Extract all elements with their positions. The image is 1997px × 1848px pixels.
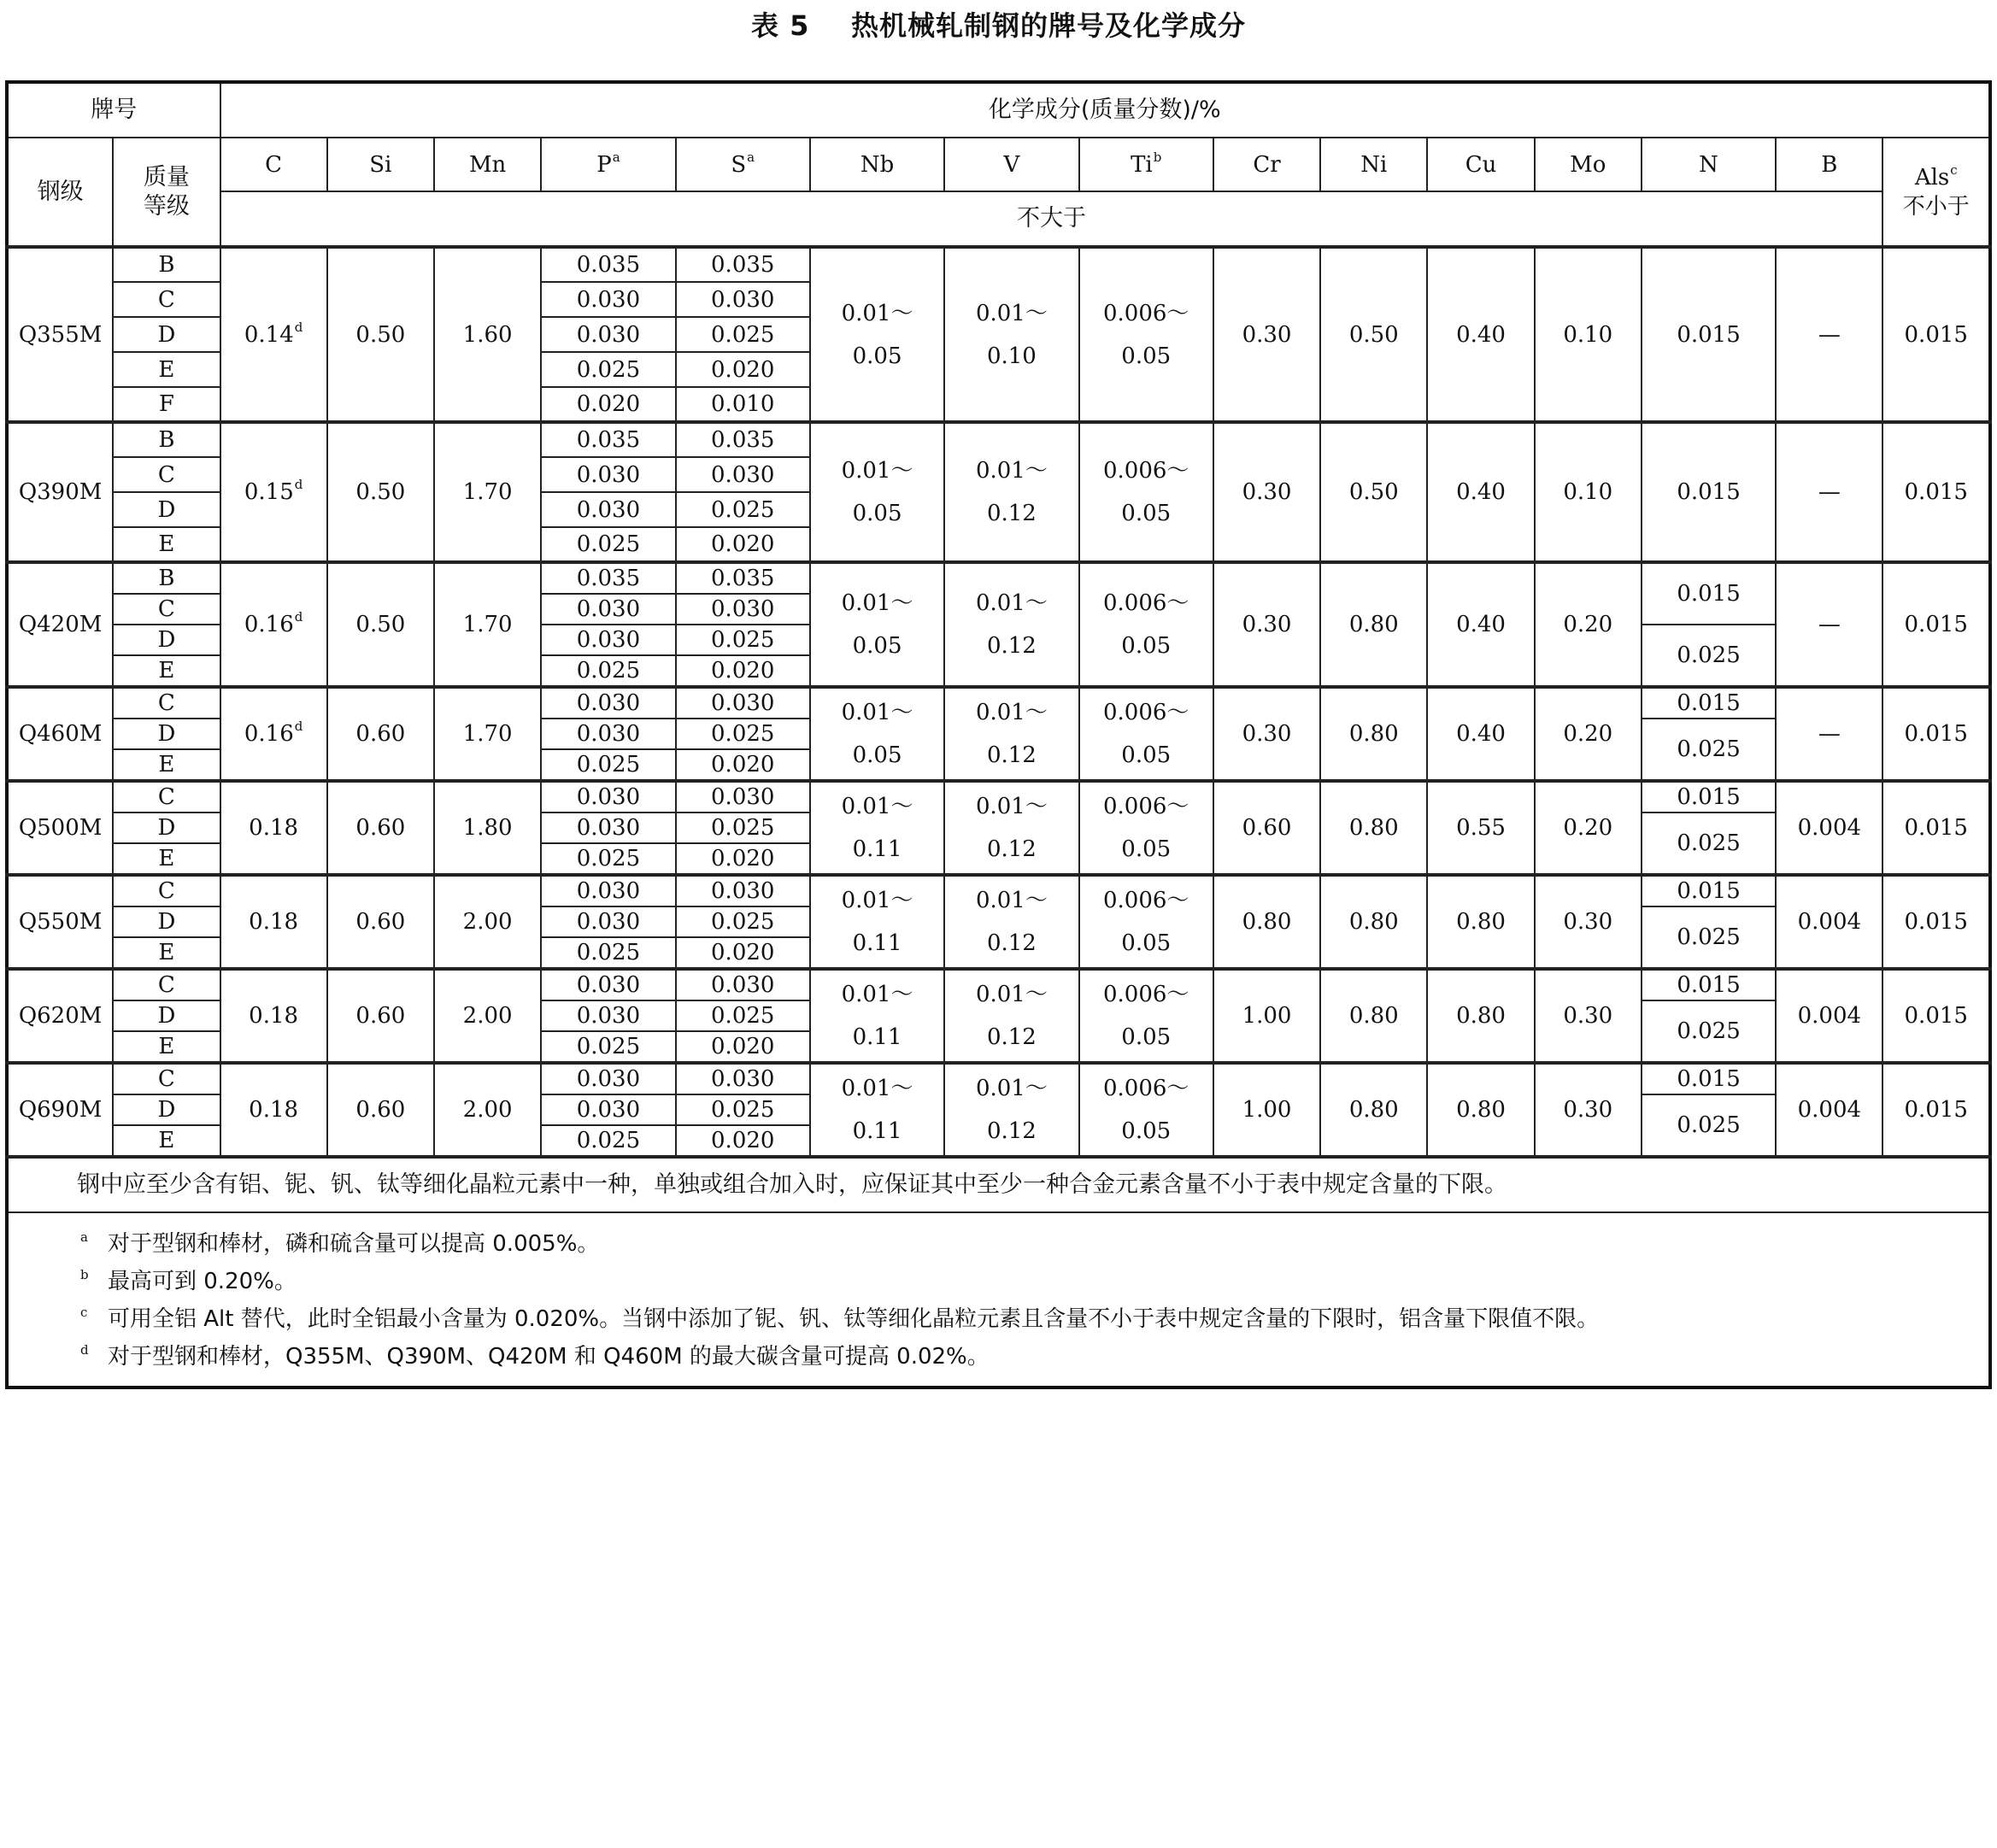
nb-cell: 0.01～ 0.05 [810, 562, 944, 687]
si-cell: 0.50 [327, 562, 434, 687]
quality-grade-cell: F [113, 387, 220, 422]
nb-cell: 0.01～ 0.11 [810, 875, 944, 969]
quality-grade-cell: C [113, 781, 220, 813]
ti-cell: 0.006～ 0.05 [1079, 687, 1213, 781]
p-cell: 0.035 [541, 422, 675, 457]
quality-grade-cell: D [113, 1094, 220, 1125]
ni-cell: 0.80 [1320, 1063, 1427, 1157]
p-cell: 0.030 [541, 719, 675, 749]
s-cell: 0.020 [676, 937, 810, 969]
element-header-cu: Cu [1427, 138, 1534, 191]
quality-grade-cell: C [113, 875, 220, 906]
p-cell: 0.025 [541, 655, 675, 687]
c-cell: 0.18 [220, 969, 327, 1063]
s-cell: 0.030 [676, 781, 810, 813]
ni-cell: 0.80 [1320, 969, 1427, 1063]
cu-cell: 0.55 [1427, 781, 1534, 875]
s-cell: 0.020 [676, 352, 810, 387]
mn-cell: 2.00 [434, 969, 541, 1063]
steel-grade-cell: Q460M [7, 687, 113, 781]
n-cell: 0.015 [1642, 781, 1776, 813]
header-row-elements [7, 138, 1990, 191]
quality-grade-cell: C [113, 282, 220, 317]
c-cell: 0.18 [220, 1063, 327, 1157]
mo-cell: 0.10 [1535, 422, 1642, 562]
table-row [7, 969, 1990, 1000]
footnote [68, 1300, 1988, 1338]
n-cell: 0.015 [1642, 562, 1776, 625]
mo-cell: 0.20 [1535, 687, 1642, 781]
ti-cell: 0.006～ 0.05 [1079, 969, 1213, 1063]
ni-cell: 0.50 [1320, 247, 1427, 422]
c-cell: 0.14$^d$ [220, 247, 327, 422]
footnote-ref: a [747, 149, 755, 165]
element-header-v: V [944, 138, 1078, 191]
cu-cell: 0.80 [1427, 969, 1534, 1063]
b-cell: — [1776, 247, 1882, 422]
table-row [7, 875, 1990, 906]
ti-cell: 0.006～ 0.05 [1079, 562, 1213, 687]
si-cell: 0.60 [327, 875, 434, 969]
element-header-b: B [1776, 138, 1882, 191]
quality-grade-cell: C [113, 687, 220, 719]
footnote-text: 可用全铝 Alt 替代，此时全铝最小含量为 0.020%。当钢中添加了铌、钒、钛等细化晶粒元素且含量不小于表中规定含量的下限时，铝含量下限值不限。 [108, 1306, 1600, 1332]
steel-grade-cell: Q420M [7, 562, 113, 687]
mn-cell: 1.70 [434, 562, 541, 687]
si-cell: 0.50 [327, 247, 434, 422]
footnotes [7, 1212, 1990, 1387]
p-cell: 0.030 [541, 594, 675, 625]
ti-cell: 0.006～ 0.05 [1079, 781, 1213, 875]
ti-cell: 0.006～ 0.05 [1079, 875, 1213, 969]
si-cell: 0.60 [327, 687, 434, 781]
nb-cell: 0.01～ 0.11 [810, 781, 944, 875]
p-cell: 0.025 [541, 1031, 675, 1063]
als-cell: 0.015 [1882, 969, 1990, 1063]
composition-header: 化学成分(质量分数)/% [220, 82, 1991, 138]
footnote-text: 对于型钢和棒材，磷和硫含量可以提高 0.005%。 [108, 1231, 600, 1257]
p-cell: 0.030 [541, 969, 675, 1000]
p-cell: 0.030 [541, 317, 675, 352]
v-cell: 0.01～ 0.12 [944, 562, 1078, 687]
quality-grade-cell: D [113, 317, 220, 352]
p-cell: 0.025 [541, 1125, 675, 1157]
quality-grade-cell: B [113, 562, 220, 594]
n-cell: 0.015 [1642, 422, 1776, 562]
b-cell: 0.004 [1776, 969, 1882, 1063]
p-cell: 0.025 [541, 527, 675, 562]
footnote-ref: c [1950, 161, 1958, 178]
cr-cell: 0.30 [1213, 562, 1320, 687]
nb-cell: 0.01～ 0.05 [810, 247, 944, 422]
b-cell: — [1776, 422, 1882, 562]
steel-grade-cell: Q355M [7, 247, 113, 422]
quality-grade-cell: D [113, 1000, 220, 1031]
s-cell: 0.035 [676, 562, 810, 594]
quality-grade-cell: C [113, 969, 220, 1000]
als-cell: 0.015 [1882, 781, 1990, 875]
s-cell: 0.020 [676, 527, 810, 562]
s-cell: 0.025 [676, 1000, 810, 1031]
cr-cell: 0.30 [1213, 422, 1320, 562]
nb-cell: 0.01～ 0.05 [810, 687, 944, 781]
p-cell: 0.025 [541, 843, 675, 875]
p-cell: 0.030 [541, 1063, 675, 1094]
s-cell: 0.020 [676, 843, 810, 875]
s-cell: 0.035 [676, 247, 810, 282]
footnote-text: 最高可到 0.20%。 [108, 1269, 297, 1294]
v-cell: 0.01～ 0.12 [944, 969, 1078, 1063]
table-row [7, 781, 1990, 813]
cu-cell: 0.80 [1427, 875, 1534, 969]
p-cell: 0.035 [541, 247, 675, 282]
element-header-mn: Mn [434, 138, 541, 191]
steel-grade-cell: Q550M [7, 875, 113, 969]
quality-grade-cell: D [113, 719, 220, 749]
b-cell: — [1776, 687, 1882, 781]
quality-grade-cell: E [113, 527, 220, 562]
n-cell: 0.025 [1642, 625, 1776, 687]
s-cell: 0.035 [676, 422, 810, 457]
not-less-than-label: 不小于 [1902, 193, 1970, 220]
v-cell: 0.01～ 0.12 [944, 687, 1078, 781]
als-cell: 0.015 [1882, 687, 1990, 781]
footnote-ref: a [612, 149, 620, 165]
cu-cell: 0.40 [1427, 247, 1534, 422]
ni-cell: 0.80 [1320, 687, 1427, 781]
ti-cell: 0.006～ 0.05 [1079, 1063, 1213, 1157]
ti-cell: 0.006～ 0.05 [1079, 247, 1213, 422]
footnotes-row [7, 1212, 1990, 1387]
footnote-mark: d [80, 1342, 89, 1358]
nb-cell: 0.01～ 0.11 [810, 1063, 944, 1157]
element-header-si: Si [327, 138, 434, 191]
c-cell: 0.18 [220, 875, 327, 969]
cr-cell: 1.00 [1213, 969, 1320, 1063]
p-cell: 0.030 [541, 492, 675, 527]
cr-cell: 0.60 [1213, 781, 1320, 875]
ni-cell: 0.50 [1320, 422, 1427, 562]
si-cell: 0.50 [327, 422, 434, 562]
steel-grade-header: 钢级 [7, 138, 113, 247]
p-cell: 0.030 [541, 282, 675, 317]
n-cell: 0.025 [1642, 719, 1776, 781]
v-cell: 0.01～ 0.12 [944, 781, 1078, 875]
element-header-c: C [220, 138, 327, 191]
table-row [7, 687, 1990, 719]
cu-cell: 0.40 [1427, 562, 1534, 687]
b-cell: 0.004 [1776, 781, 1882, 875]
ni-cell: 0.80 [1320, 875, 1427, 969]
p-cell: 0.030 [541, 625, 675, 655]
quality-grade-cell: D [113, 625, 220, 655]
footnote [68, 1225, 1988, 1263]
p-cell: 0.025 [541, 937, 675, 969]
mo-cell: 0.20 [1535, 562, 1642, 687]
quality-grade-cell: D [113, 492, 220, 527]
s-cell: 0.025 [676, 813, 810, 843]
cu-cell: 0.40 [1427, 422, 1534, 562]
element-header-cr: Cr [1213, 138, 1320, 191]
c-cell: 0.16$^d$ [220, 687, 327, 781]
composition-table [5, 80, 1992, 1389]
mo-cell: 0.30 [1535, 969, 1642, 1063]
s-cell: 0.025 [676, 492, 810, 527]
s-cell: 0.020 [676, 1125, 810, 1157]
c-cell: 0.16$^d$ [220, 562, 327, 687]
n-cell: 0.025 [1642, 906, 1776, 969]
quality-grade-cell: E [113, 937, 220, 969]
element-header-s: $S^a$ [676, 138, 810, 191]
n-cell: 0.025 [1642, 813, 1776, 875]
s-cell: 0.030 [676, 594, 810, 625]
element-header-p: $P^a$ [541, 138, 675, 191]
footnote-ref: d [294, 609, 303, 625]
not-more-than-label: 不大于 [220, 191, 1883, 247]
element-header-ni: Ni [1320, 138, 1427, 191]
table-body [7, 82, 1990, 1387]
quality-grade-cell: E [113, 655, 220, 687]
cr-cell: 1.00 [1213, 1063, 1320, 1157]
s-cell: 0.025 [676, 317, 810, 352]
v-cell: 0.01～ 0.10 [944, 247, 1078, 422]
ni-cell: 0.80 [1320, 781, 1427, 875]
v-cell: 0.01～ 0.12 [944, 422, 1078, 562]
n-cell: 0.015 [1642, 247, 1776, 422]
s-cell: 0.025 [676, 625, 810, 655]
n-cell: 0.015 [1642, 969, 1776, 1000]
footnote-mark: b [80, 1267, 89, 1282]
quality-grade-cell: E [113, 1125, 220, 1157]
steel-grade-cell: Q690M [7, 1063, 113, 1157]
ni-cell: 0.80 [1320, 562, 1427, 687]
quality-grade-cell: B [113, 247, 220, 282]
steel-grade-cell: Q500M [7, 781, 113, 875]
s-cell: 0.020 [676, 655, 810, 687]
p-cell: 0.030 [541, 687, 675, 719]
header-row-brand [7, 82, 1990, 138]
quality-grade-cell: E [113, 1031, 220, 1063]
footnote-mark: c [80, 1305, 88, 1320]
als-cell: 0.015 [1882, 562, 1990, 687]
si-cell: 0.60 [327, 781, 434, 875]
note-row [7, 1157, 1990, 1212]
p-cell: 0.030 [541, 875, 675, 906]
n-cell: 0.025 [1642, 1000, 1776, 1063]
footnote-ref: d [294, 319, 303, 335]
footnote-ref: d [294, 719, 303, 734]
composition-table-wrapper [5, 80, 1992, 1389]
steel-grade-cell: Q390M [7, 422, 113, 562]
s-cell: 0.030 [676, 687, 810, 719]
quality-grade-cell: D [113, 813, 220, 843]
footnote [68, 1338, 1988, 1376]
c-cell: 0.15$^d$ [220, 422, 327, 562]
footnote-ref: d [294, 477, 303, 492]
n-cell: 0.015 [1642, 1063, 1776, 1094]
mn-cell: 2.00 [434, 1063, 541, 1157]
footnote-mark: a [80, 1229, 88, 1245]
si-cell: 0.60 [327, 969, 434, 1063]
b-cell: 0.004 [1776, 1063, 1882, 1157]
als-cell: 0.015 [1882, 247, 1990, 422]
als-cell: 0.015 [1882, 422, 1990, 562]
mo-cell: 0.30 [1535, 875, 1642, 969]
quality-grade-cell: C [113, 457, 220, 492]
general-note: 钢中应至少含有铝、铌、钒、钛等细化晶粒元素中一种，单独或组合加入时，应保证其中至少一种合金元素含量不小于表中规定含量的下限。 [7, 1157, 1990, 1212]
quality-grade-header: 质量 等级 [113, 138, 220, 247]
mo-cell: 0.20 [1535, 781, 1642, 875]
table-row [7, 562, 1990, 594]
b-cell: 0.004 [1776, 875, 1882, 969]
header-row-limit [7, 191, 1990, 247]
cr-cell: 0.80 [1213, 875, 1320, 969]
element-header-n: N [1642, 138, 1776, 191]
mn-cell: 1.60 [434, 247, 541, 422]
mn-cell: 1.80 [434, 781, 541, 875]
n-cell: 0.025 [1642, 1094, 1776, 1157]
s-cell: 0.025 [676, 719, 810, 749]
element-header-ti: Ti$^b$ [1079, 138, 1213, 191]
p-cell: 0.030 [541, 457, 675, 492]
v-cell: 0.01～ 0.12 [944, 875, 1078, 969]
p-cell: 0.030 [541, 813, 675, 843]
p-cell: 0.030 [541, 906, 675, 937]
p-cell: 0.025 [541, 749, 675, 781]
table-row [7, 422, 1990, 457]
p-cell: 0.025 [541, 352, 675, 387]
s-cell: 0.030 [676, 1063, 810, 1094]
footnote-text: 对于型钢和棒材，Q355M、Q390M、Q420M 和 Q460M 的最大碳含量可提高 0.02%。 [108, 1344, 990, 1370]
n-cell: 0.015 [1642, 687, 1776, 719]
ti-cell: 0.006～ 0.05 [1079, 422, 1213, 562]
nb-cell: 0.01～ 0.05 [810, 422, 944, 562]
mn-cell: 1.70 [434, 422, 541, 562]
s-cell: 0.030 [676, 875, 810, 906]
p-cell: 0.030 [541, 1094, 675, 1125]
mo-cell: 0.10 [1535, 247, 1642, 422]
als-cell: 0.015 [1882, 875, 1990, 969]
als-cell: 0.015 [1882, 1063, 1990, 1157]
b-cell: — [1776, 562, 1882, 687]
s-cell: 0.030 [676, 282, 810, 317]
s-cell: 0.030 [676, 457, 810, 492]
s-cell: 0.010 [676, 387, 810, 422]
cr-cell: 0.30 [1213, 687, 1320, 781]
p-cell: 0.030 [541, 1000, 675, 1031]
cu-cell: 0.40 [1427, 687, 1534, 781]
table-title: 表 5 热机械轧制钢的牌号及化学成分 [751, 9, 1246, 42]
cr-cell: 0.30 [1213, 247, 1320, 422]
mn-cell: 1.70 [434, 687, 541, 781]
s-cell: 0.020 [676, 749, 810, 781]
si-cell: 0.60 [327, 1063, 434, 1157]
quality-grade-cell: D [113, 906, 220, 937]
table-row [7, 1063, 1990, 1094]
quality-grade-cell: C [113, 1063, 220, 1094]
quality-grade-cell: C [113, 594, 220, 625]
footnote [68, 1263, 1988, 1300]
p-cell: 0.030 [541, 781, 675, 813]
footnote-ref: b [1153, 149, 1162, 165]
c-cell: 0.18 [220, 781, 327, 875]
element-header-nb: Nb [810, 138, 944, 191]
quality-grade-cell: E [113, 749, 220, 781]
s-cell: 0.025 [676, 906, 810, 937]
s-cell: 0.020 [676, 1031, 810, 1063]
cu-cell: 0.80 [1427, 1063, 1534, 1157]
v-cell: 0.01～ 0.12 [944, 1063, 1078, 1157]
brand-header: 牌号 [7, 82, 220, 138]
quality-grade-cell: E [113, 352, 220, 387]
nb-cell: 0.01～ 0.11 [810, 969, 944, 1063]
element-header-mo: Mo [1535, 138, 1642, 191]
s-cell: 0.025 [676, 1094, 810, 1125]
element-header-als: Als$^c$ 不小于 [1882, 138, 1990, 247]
mn-cell: 2.00 [434, 875, 541, 969]
p-cell: 0.035 [541, 562, 675, 594]
quality-grade-cell: E [113, 843, 220, 875]
steel-grade-cell: Q620M [7, 969, 113, 1063]
quality-grade-cell: B [113, 422, 220, 457]
mo-cell: 0.30 [1535, 1063, 1642, 1157]
s-cell: 0.030 [676, 969, 810, 1000]
n-cell: 0.015 [1642, 875, 1776, 906]
p-cell: 0.020 [541, 387, 675, 422]
table-row [7, 247, 1990, 282]
